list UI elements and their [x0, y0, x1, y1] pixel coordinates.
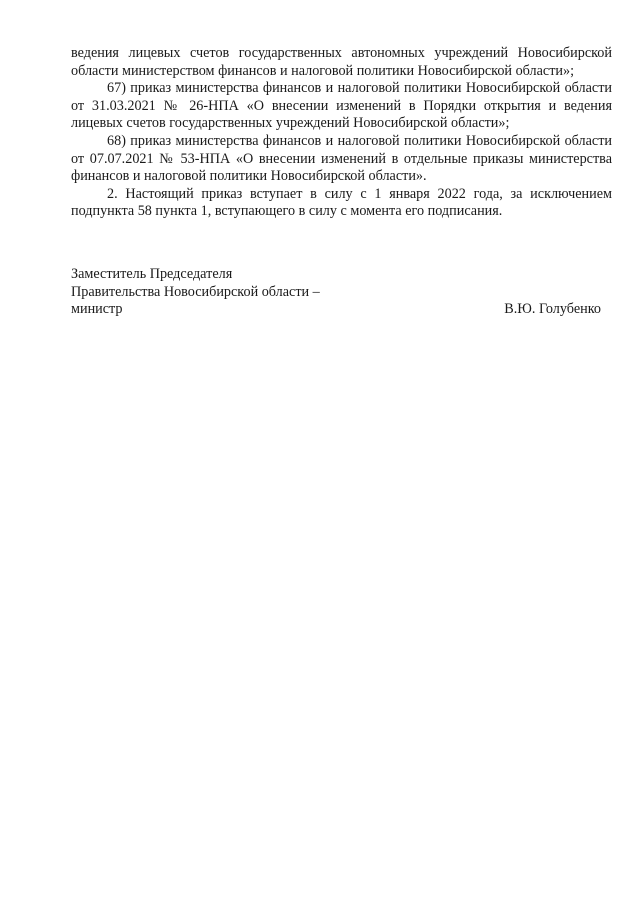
signer-final-line: [71, 301, 601, 319]
paragraph-continuation: ведения лицевых счетов государственных автономных учреждений Новосибирской области министерством финансов и налоговой политики Новосибирской области»;: [71, 45, 612, 79]
signature-block: [71, 266, 601, 319]
document-body: [71, 45, 612, 221]
paragraph-item-68: 68) приказ министерства финансов и налоговой политики Новосибирской области от 07.07.2021 № 53-НПА «О внесении изменений в отдельные приказы министерства финансов и налоговой политики Новосибирской области».: [71, 132, 612, 185]
signer-position-line-3: министр: [71, 301, 123, 318]
signer-position-line-1: Заместитель Председателя: [71, 266, 233, 282]
paragraph-item-67: 67) приказ министерства финансов и налоговой политики Новосибирской области от 31.03.2021 № 26-НПА «О внесении изменений в Порядки открытия и ведения лицевых счетов государственных учреждений Новосибирской области»;: [71, 80, 612, 132]
signer-name: В.Ю. Голубенко: [504, 301, 601, 318]
paragraph-effective-date: 2. Настоящий приказ вступает в силу с 1 января 2022 года, за исключением подпункта 58 пункта 1, вступающего в силу с момента его подписания.: [71, 185, 612, 220]
signer-position-line-2: Правительства Новосибирской области –: [71, 283, 320, 300]
